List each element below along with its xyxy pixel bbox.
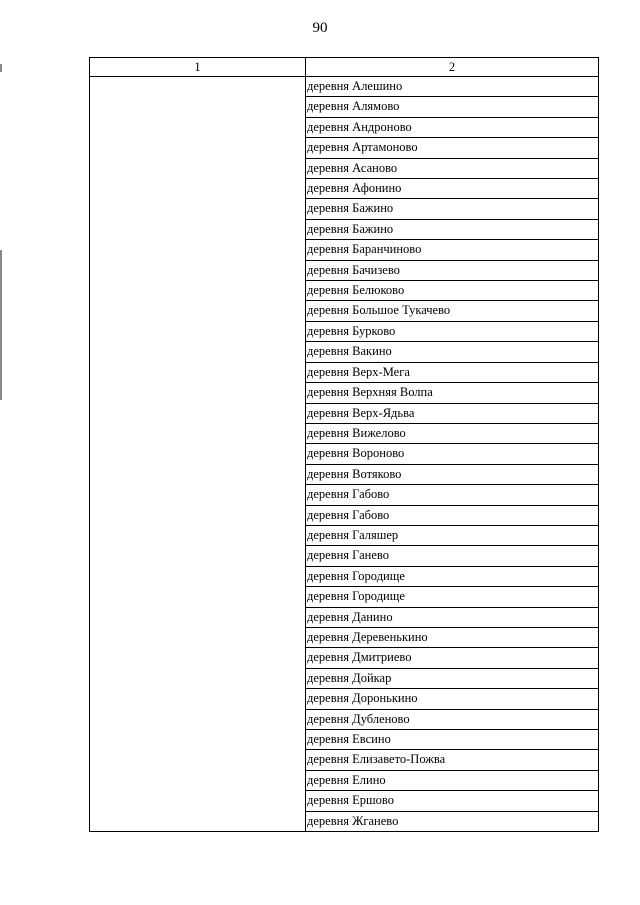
settlement-name-cell: деревня Ершово bbox=[306, 791, 599, 811]
settlement-name-cell: деревня Вотяково bbox=[306, 464, 599, 484]
settlement-name-cell: деревня Асаново bbox=[306, 158, 599, 178]
table-header-row bbox=[90, 58, 599, 77]
settlement-name-cell: деревня Бурково bbox=[306, 321, 599, 341]
settlement-name-cell: деревня Бажино bbox=[306, 199, 599, 219]
settlement-name-cell: деревня Большое Тукачево bbox=[306, 301, 599, 321]
settlement-name-cell: деревня Дубленово bbox=[306, 709, 599, 729]
settlement-name-cell: деревня Ганево bbox=[306, 546, 599, 566]
settlement-name-cell: деревня Верх-Мега bbox=[306, 362, 599, 382]
settlement-name-cell: деревня Городище bbox=[306, 566, 599, 586]
settlement-name-cell: деревня Данино bbox=[306, 607, 599, 627]
settlement-name-cell: деревня Деревенькино bbox=[306, 627, 599, 647]
column-header-1: 1 bbox=[90, 58, 306, 77]
settlement-name-cell: деревня Белюково bbox=[306, 281, 599, 301]
settlement-name-cell: деревня Доронькино bbox=[306, 689, 599, 709]
settlement-name-cell: деревня Бажино bbox=[306, 219, 599, 239]
settlement-name-cell: деревня Андроново bbox=[306, 117, 599, 137]
left-margin-mark bbox=[0, 64, 2, 72]
settlement-name-cell: деревня Алямово bbox=[306, 97, 599, 117]
settlement-name-cell: деревня Вакино bbox=[306, 342, 599, 362]
settlements-table bbox=[89, 57, 599, 832]
settlement-name-cell: деревня Бачизево bbox=[306, 260, 599, 280]
settlement-name-cell: деревня Габово bbox=[306, 505, 599, 525]
column-1-cell bbox=[90, 77, 306, 832]
settlement-name-cell: деревня Артамоново bbox=[306, 138, 599, 158]
settlement-name-cell: деревня Городище bbox=[306, 587, 599, 607]
settlement-name-cell: деревня Алешино bbox=[306, 77, 599, 97]
left-margin-mark bbox=[0, 250, 2, 400]
settlement-name-cell: деревня Жганево bbox=[306, 811, 599, 831]
settlement-name-cell: деревня Елино bbox=[306, 770, 599, 790]
column-header-2: 2 bbox=[306, 58, 599, 77]
settlement-name-cell: деревня Габово bbox=[306, 485, 599, 505]
settlement-name-cell: деревня Дойкар bbox=[306, 668, 599, 688]
settlement-name-cell: деревня Баранчиново bbox=[306, 240, 599, 260]
settlement-name-cell: деревня Евсино bbox=[306, 730, 599, 750]
settlement-name-cell: деревня Вижелово bbox=[306, 423, 599, 443]
page-number: 90 bbox=[312, 20, 328, 36]
settlement-name-cell: деревня Вороново bbox=[306, 444, 599, 464]
table-body bbox=[90, 77, 599, 832]
settlement-name-cell: деревня Дмитриево bbox=[306, 648, 599, 668]
settlement-name-cell: деревня Елизавето-Пожва bbox=[306, 750, 599, 770]
settlement-name-cell: деревня Верхняя Волпа bbox=[306, 383, 599, 403]
settlement-name-cell: деревня Верх-Ядьва bbox=[306, 403, 599, 423]
settlement-name-cell: деревня Афонино bbox=[306, 179, 599, 199]
table-row bbox=[90, 77, 599, 97]
settlement-name-cell: деревня Галяшер bbox=[306, 525, 599, 545]
